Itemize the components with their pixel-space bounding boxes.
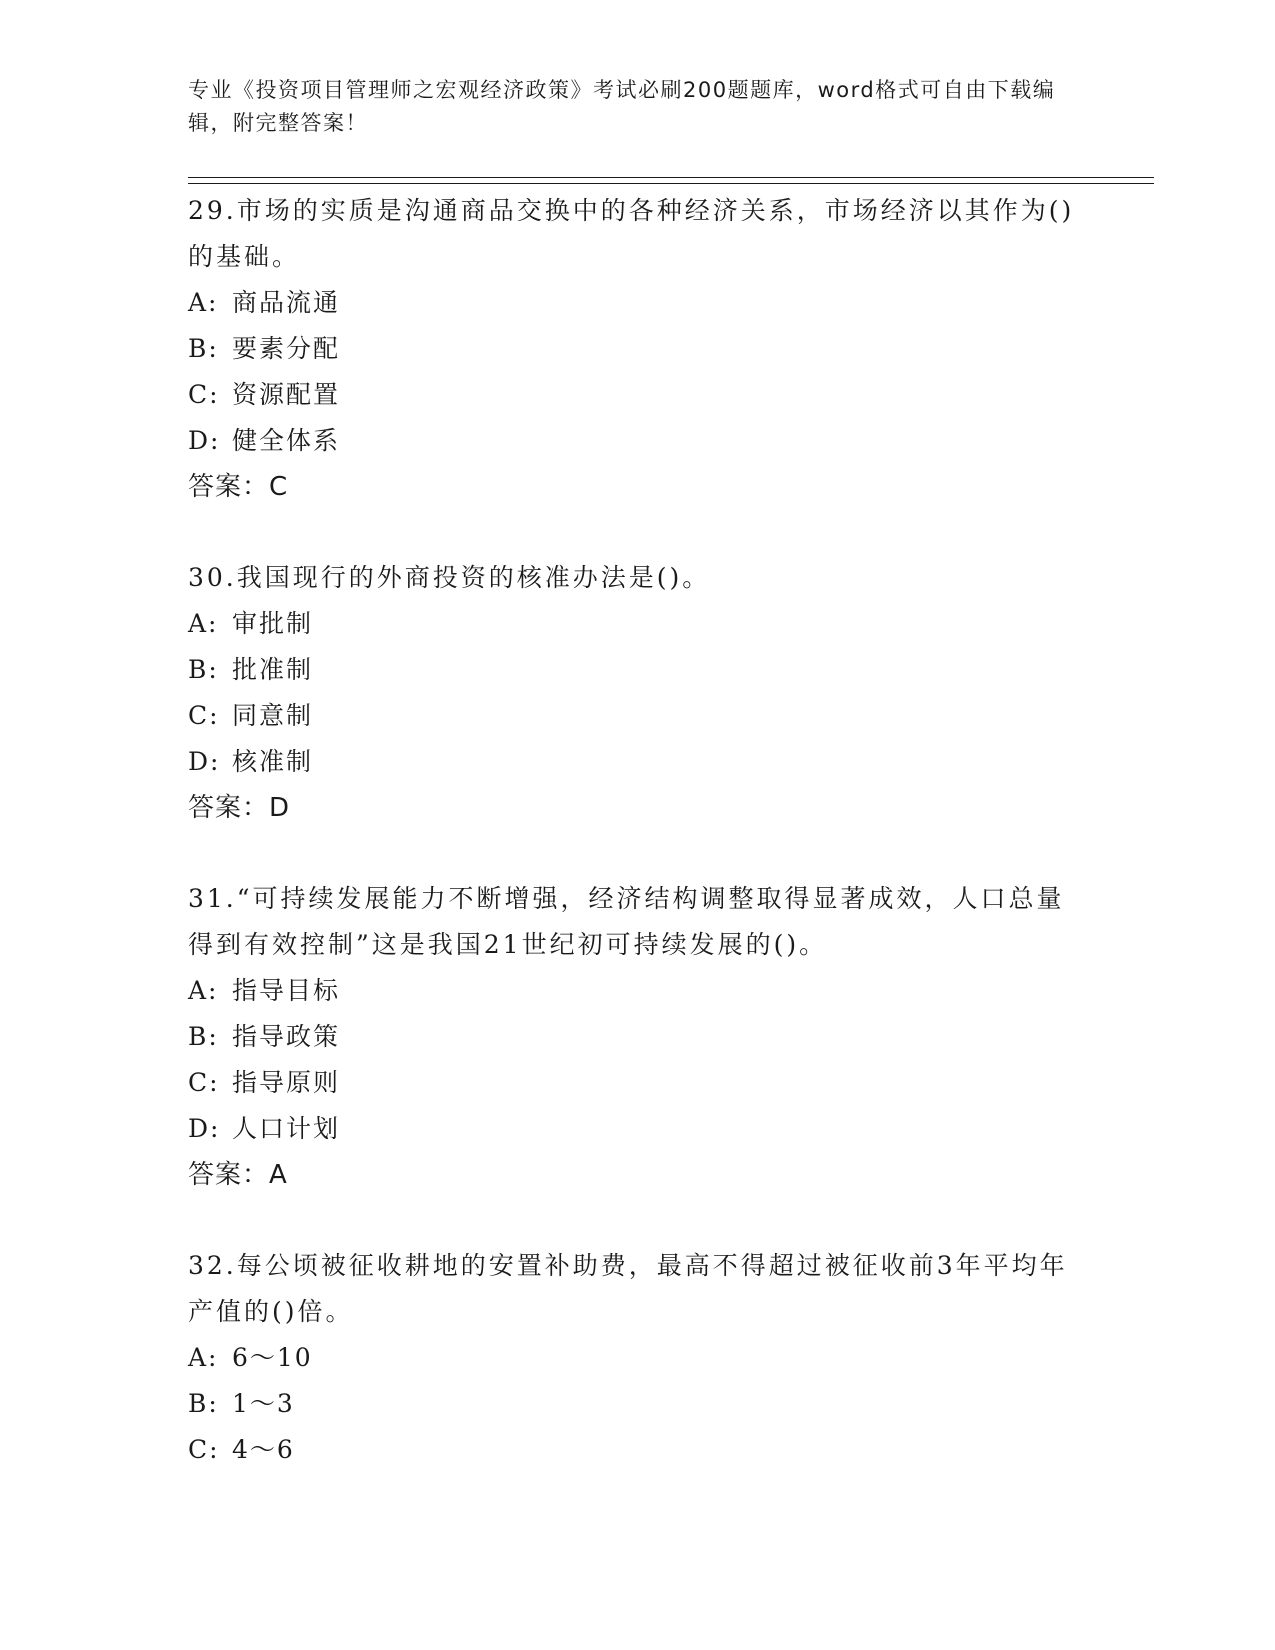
option-text: 6～10 — [232, 1343, 313, 1372]
option-text: 同意制 — [232, 701, 314, 730]
option-key: A: — [188, 1343, 219, 1372]
question-list — [188, 188, 1088, 1518]
option-a — [188, 968, 1088, 1014]
option-text: 指导原则 — [232, 1068, 341, 1097]
option-key: B: — [188, 1022, 219, 1051]
answer-line: 答案：D — [188, 793, 291, 823]
option-key: D: — [188, 747, 221, 776]
option-c — [188, 693, 1088, 739]
option-key: D: — [188, 426, 221, 455]
option-c — [188, 372, 1088, 418]
option-text: 健全体系 — [232, 426, 341, 455]
option-text: 要素分配 — [232, 334, 341, 363]
option-key: A: — [188, 976, 219, 1005]
option-d — [188, 418, 1088, 464]
question-30 — [188, 555, 1088, 831]
option-key: C: — [188, 380, 220, 409]
question-stem: 31.“可持续发展能力不断增强，经济结构调整取得显著成效，人口总量得到有效控制”这是我国21世纪初可持续发展的()。 — [188, 884, 1065, 959]
option-c — [188, 1060, 1088, 1106]
option-key: C: — [188, 701, 220, 730]
answer-line: 答案：A — [188, 1160, 288, 1190]
option-key: C: — [188, 1435, 220, 1464]
option-text: 审批制 — [232, 609, 314, 638]
answer-line: 答案：C — [188, 472, 289, 502]
option-key: A: — [188, 288, 219, 317]
option-text: 4～6 — [232, 1435, 295, 1464]
option-key: B: — [188, 655, 219, 684]
option-b — [188, 1014, 1088, 1060]
option-b — [188, 326, 1088, 372]
option-b — [188, 647, 1088, 693]
option-key: C: — [188, 1068, 220, 1097]
question-32 — [188, 1243, 1088, 1473]
option-text: 资源配置 — [232, 380, 341, 409]
option-text: 指导政策 — [232, 1022, 341, 1051]
option-d — [188, 1106, 1088, 1152]
question-31 — [188, 876, 1088, 1198]
option-c — [188, 1427, 1088, 1473]
option-a — [188, 601, 1088, 647]
option-text: 指导目标 — [232, 976, 341, 1005]
option-text: 人口计划 — [232, 1114, 341, 1143]
question-stem: 29.市场的实质是沟通商品交换中的各种经济关系，市场经济以其作为()的基础。 — [188, 196, 1075, 271]
option-d — [188, 739, 1088, 785]
option-a — [188, 1335, 1088, 1381]
option-key: B: — [188, 334, 219, 363]
option-text: 批准制 — [232, 655, 314, 684]
question-29 — [188, 188, 1088, 510]
header-divider-top — [188, 177, 1154, 178]
option-text: 商品流通 — [232, 288, 341, 317]
question-stem: 30.我国现行的外商投资的核准办法是()。 — [188, 563, 711, 592]
header-divider-bottom — [188, 183, 1154, 184]
option-key: A: — [188, 609, 219, 638]
document-header: 专业《投资项目管理师之宏观经济政策》考试必刷200题题库，word格式可自由下载编辑，附完整答案！ — [188, 78, 1056, 135]
option-a — [188, 280, 1088, 326]
option-text: 核准制 — [232, 747, 314, 776]
option-text: 1～3 — [232, 1389, 295, 1418]
question-stem: 32.每公顷被征收耕地的安置补助费，最高不得超过被征收前3年平均年产值的()倍。 — [188, 1251, 1068, 1326]
option-b — [188, 1381, 1088, 1427]
option-key: D: — [188, 1114, 221, 1143]
option-key: B: — [188, 1389, 219, 1418]
